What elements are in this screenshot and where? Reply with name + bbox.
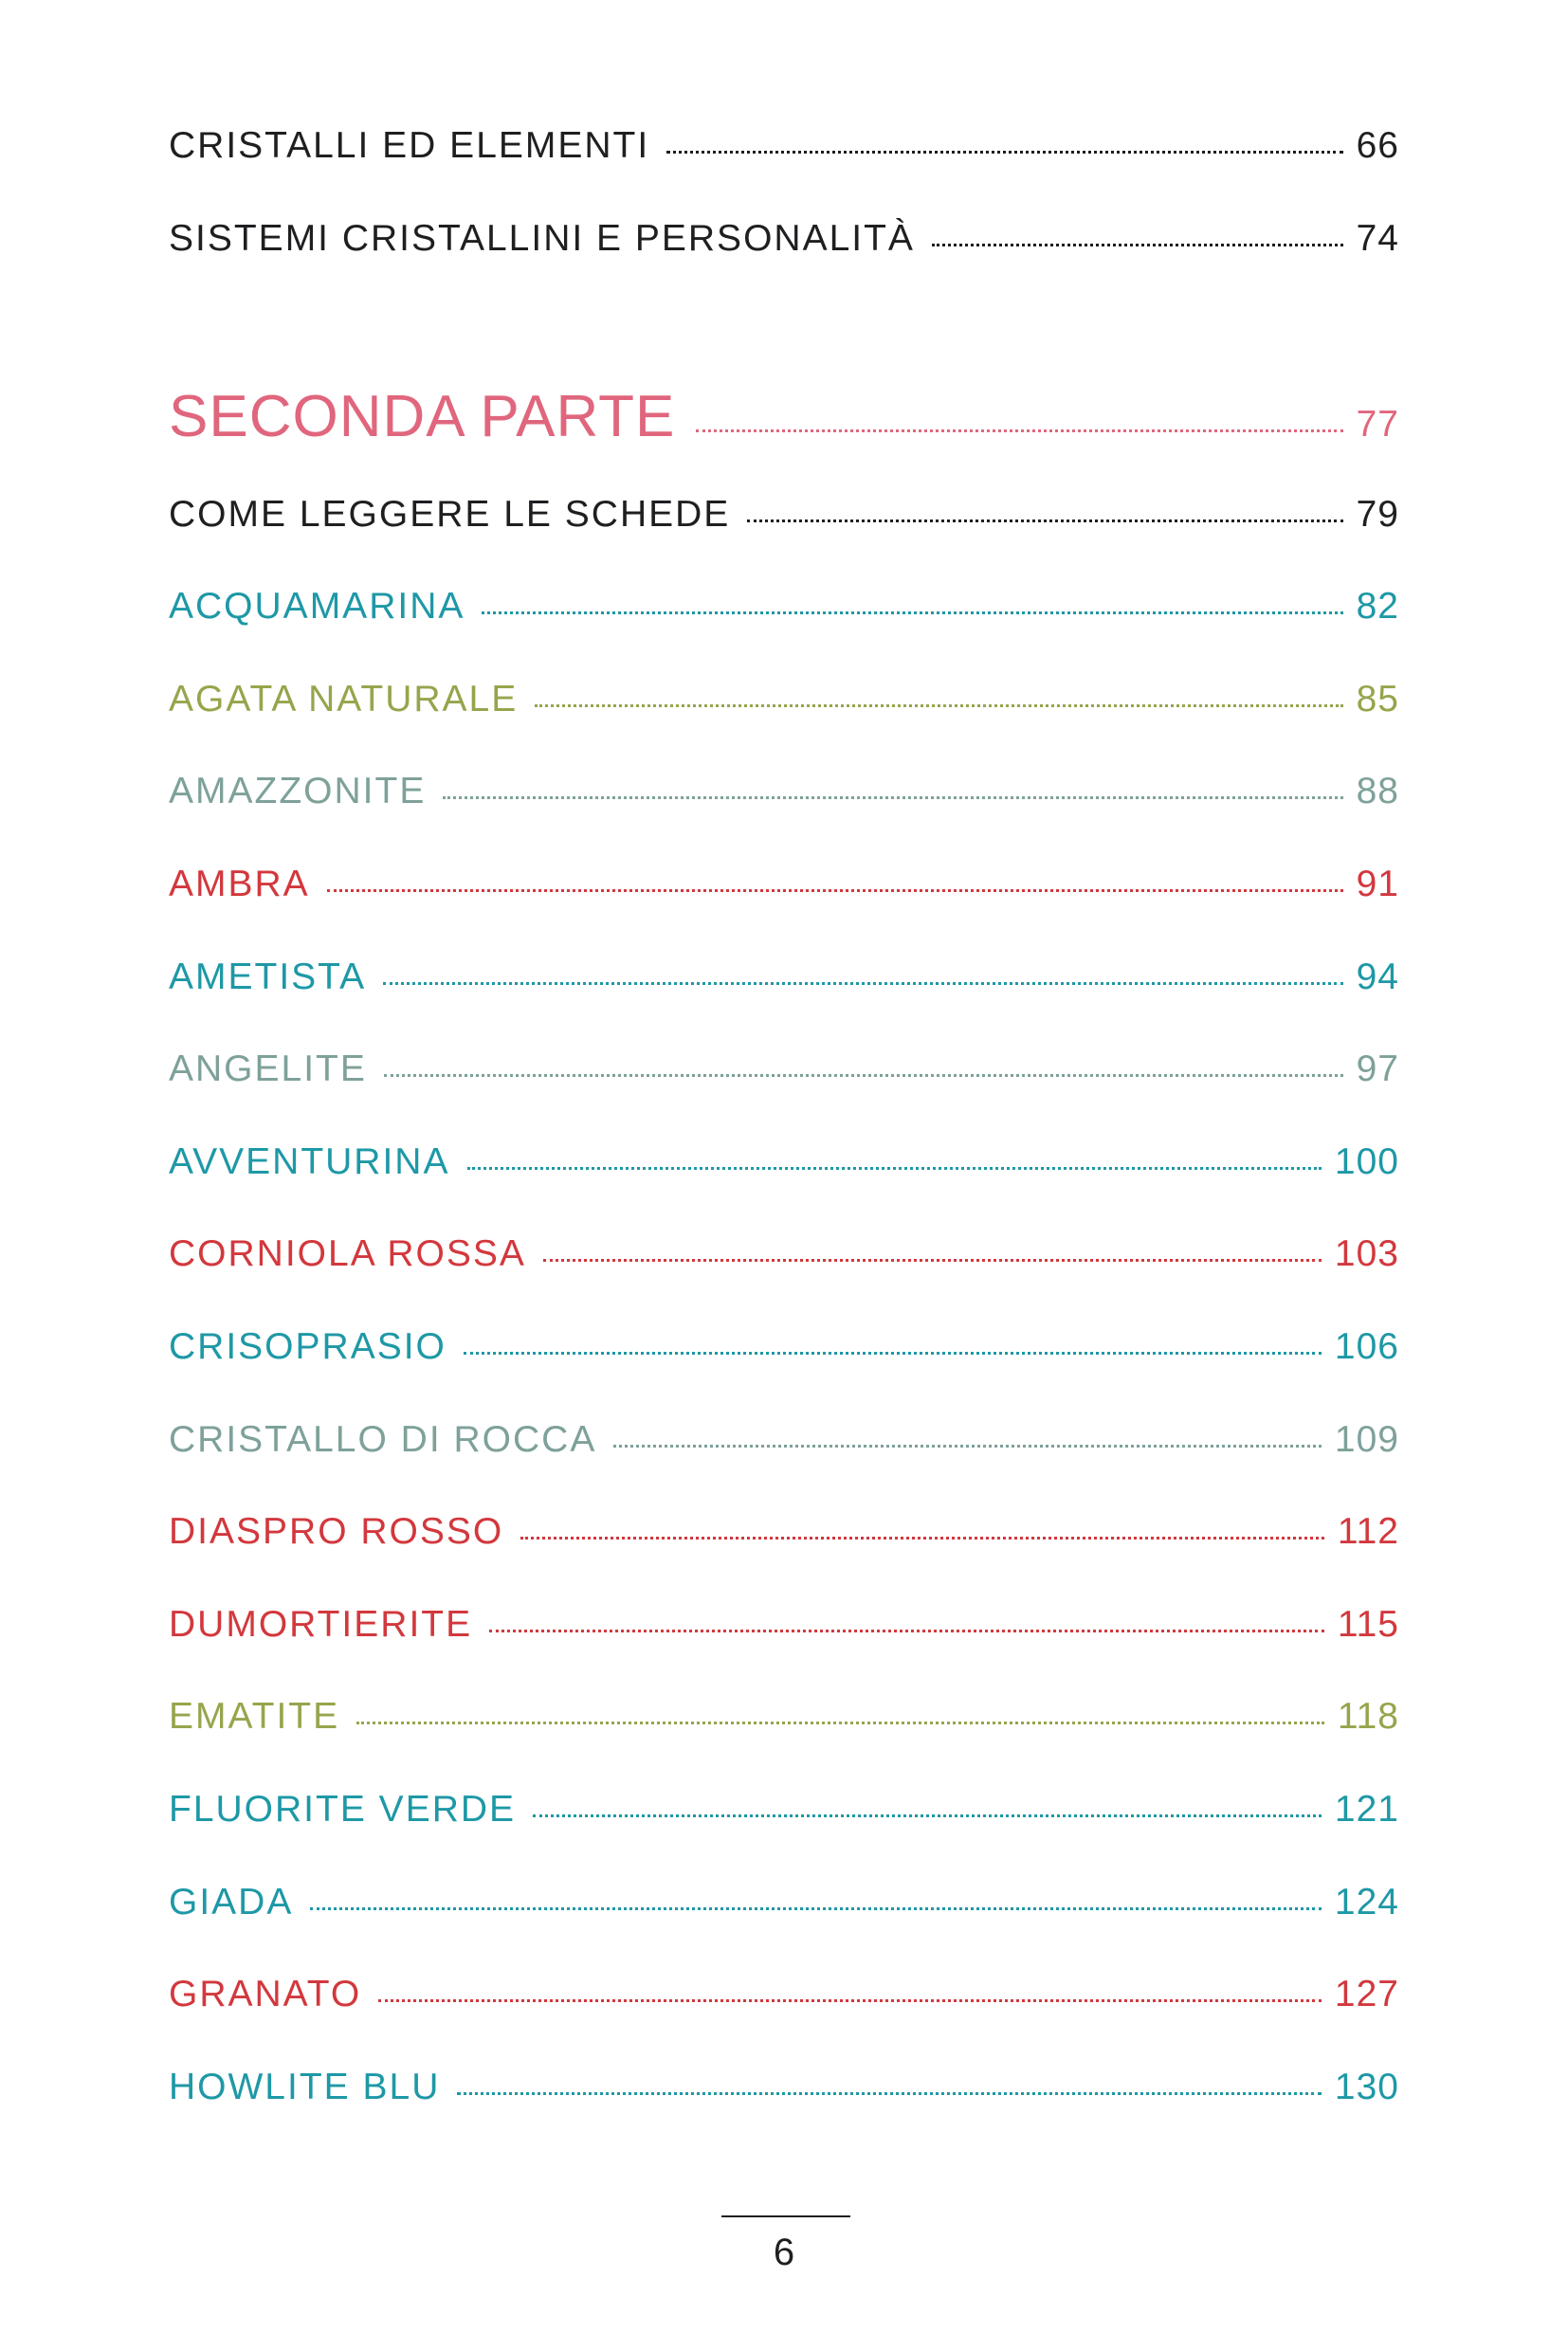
toc-entry-title: AMAZZONITE xyxy=(169,771,427,811)
dot-leader xyxy=(464,1352,1322,1355)
toc-entry-page: 103 xyxy=(1334,1233,1399,1274)
toc-entry-page: 121 xyxy=(1334,1789,1399,1830)
dot-leader xyxy=(613,1445,1322,1448)
toc-entry-title: DUMORTIERITE xyxy=(169,1604,473,1645)
toc-entry-page: 106 xyxy=(1334,1326,1399,1367)
toc-entry-agata-naturale[interactable] xyxy=(169,679,1399,736)
toc-entry-page: 94 xyxy=(1356,957,1399,997)
dot-leader xyxy=(443,796,1342,799)
toc-entry-page: 82 xyxy=(1356,586,1399,627)
dot-leader xyxy=(327,889,1343,892)
toc-entry-title: HOWLITE BLU xyxy=(169,2067,441,2107)
dot-leader xyxy=(535,704,1342,707)
toc-entry-page: 88 xyxy=(1356,771,1399,811)
dot-leader xyxy=(383,982,1342,985)
toc-entry-page: 118 xyxy=(1337,1696,1399,1737)
toc-entry-page: 112 xyxy=(1337,1511,1399,1552)
toc-entry-title: AGATA NATURALE xyxy=(169,679,519,720)
dot-leader xyxy=(543,1259,1322,1262)
toc-entry-page: 79 xyxy=(1356,494,1399,535)
toc-entry-title: GIADA xyxy=(169,1882,294,1923)
dot-leader xyxy=(696,429,1342,432)
toc-entry-page: 85 xyxy=(1356,679,1399,720)
dot-leader xyxy=(384,1074,1343,1077)
toc-entry-dumortierite[interactable] xyxy=(169,1604,1399,1661)
dot-leader xyxy=(520,1537,1324,1540)
toc-entry-come-leggere[interactable] xyxy=(169,494,1399,551)
toc-entry-avventurina[interactable] xyxy=(169,1141,1399,1198)
toc-entry-page: 109 xyxy=(1334,1419,1399,1460)
dot-leader xyxy=(467,1167,1322,1170)
toc-entry-page: 66 xyxy=(1356,125,1399,166)
toc-entry-title: FLUORITE VERDE xyxy=(169,1789,517,1830)
toc-entry-page: 115 xyxy=(1337,1604,1399,1645)
toc-entry-page: 97 xyxy=(1356,1048,1399,1089)
toc-entry-giada[interactable] xyxy=(169,1882,1399,1939)
toc-entry-corniola-rossa[interactable] xyxy=(169,1233,1399,1290)
section-title: SECONDA PARTE xyxy=(169,384,676,449)
toc-entry-cristalli-ed-elementi[interactable] xyxy=(169,125,1399,182)
dot-leader xyxy=(356,1722,1324,1724)
toc-entry-crisoprasio[interactable] xyxy=(169,1326,1399,1383)
toc-entry-title: CRISTALLO DI ROCCA xyxy=(169,1419,597,1460)
toc-entry-title: CRISOPRASIO xyxy=(169,1326,447,1367)
toc-entry-title: CRISTALLI ED ELEMENTI xyxy=(169,125,650,166)
dot-leader xyxy=(378,1999,1322,2002)
toc-entry-granato[interactable] xyxy=(169,1974,1399,2031)
toc-entry-title: GRANATO xyxy=(169,1974,362,2014)
dot-leader xyxy=(310,1907,1322,1910)
dot-leader xyxy=(666,151,1342,154)
toc-entry-fluorite-verde[interactable] xyxy=(169,1789,1399,1846)
toc-entry-page: 100 xyxy=(1334,1141,1399,1182)
toc-entry-amazzonite[interactable] xyxy=(169,771,1399,828)
toc-entry-title: ACQUAMARINA xyxy=(169,586,465,627)
toc-entry-angelite[interactable] xyxy=(169,1048,1399,1105)
section-page: 77 xyxy=(1356,404,1399,445)
dot-leader xyxy=(747,519,1342,522)
toc-entry-title: CORNIOLA ROSSA xyxy=(169,1233,526,1274)
toc-entry-howlite-blu[interactable] xyxy=(169,2067,1399,2123)
toc-entry-page: 91 xyxy=(1356,864,1399,904)
toc-entry-title: AMETISTA xyxy=(169,957,367,997)
toc-entry-ambra[interactable] xyxy=(169,864,1399,920)
toc-entry-title: AMBRA xyxy=(169,864,310,904)
toc-entry-sistemi-cristallini[interactable] xyxy=(169,218,1399,275)
toc-entry-page: 124 xyxy=(1334,1882,1399,1923)
dot-leader xyxy=(482,611,1342,614)
toc-entry-ematite[interactable] xyxy=(169,1696,1399,1753)
toc-entry-acquamarina[interactable] xyxy=(169,586,1399,643)
toc-entry-title: SISTEMI CRISTALLINI E PERSONALITÀ xyxy=(169,218,915,259)
toc-entry-title: ANGELITE xyxy=(169,1048,367,1089)
dot-leader xyxy=(489,1630,1324,1632)
footer-divider xyxy=(721,2215,850,2217)
toc-section-seconda-parte[interactable] xyxy=(169,383,1399,459)
dot-leader xyxy=(932,244,1343,246)
toc-entry-title: AVVENTURINA xyxy=(169,1141,450,1182)
toc-entry-title: COME LEGGERE LE SCHEDE xyxy=(169,494,731,535)
dot-leader xyxy=(457,2092,1322,2095)
toc-entry-cristallo-di-rocca[interactable] xyxy=(169,1419,1399,1476)
page-number: 6 xyxy=(773,2232,795,2273)
toc-entry-ametista[interactable] xyxy=(169,957,1399,1013)
toc-entry-diaspro-rosso[interactable] xyxy=(169,1511,1399,1568)
toc-entry-title: DIASPRO ROSSO xyxy=(169,1511,504,1552)
toc-entry-page: 127 xyxy=(1334,1974,1399,2014)
toc-entry-title: EMATITE xyxy=(169,1696,340,1737)
toc-entry-page: 130 xyxy=(1334,2067,1399,2107)
toc-entry-page: 74 xyxy=(1356,218,1399,259)
dot-leader xyxy=(533,1814,1322,1817)
